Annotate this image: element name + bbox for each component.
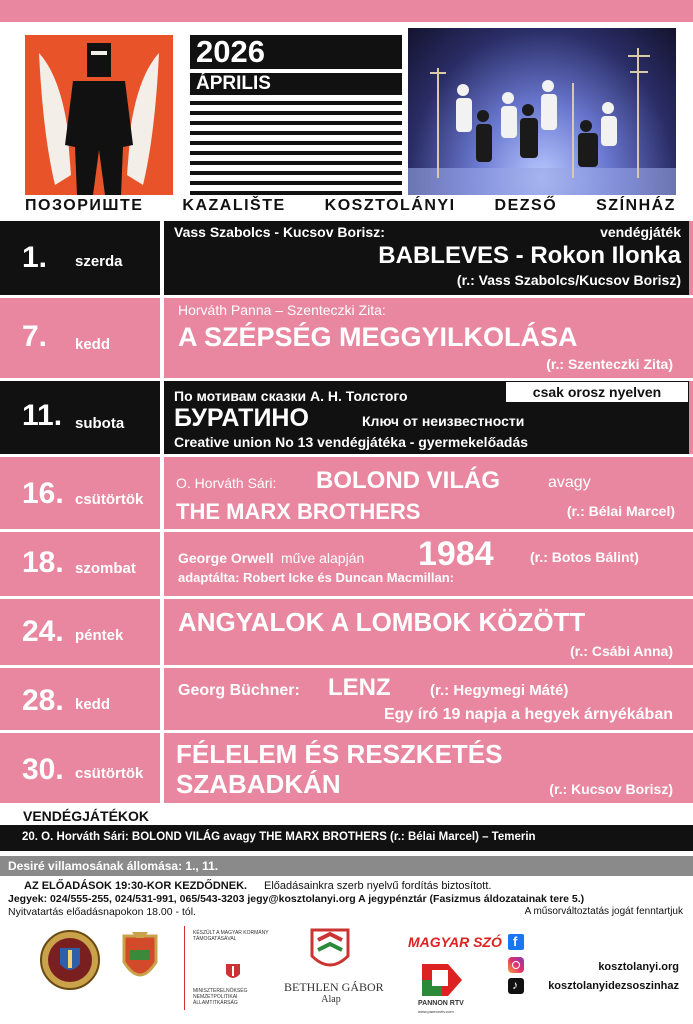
pannon-name: PANNON RTV xyxy=(418,1000,464,1007)
event-author: O. Horváth Sári: xyxy=(176,475,277,491)
year-label: 2026 xyxy=(190,35,402,69)
event-row-4 xyxy=(0,457,693,529)
stripe xyxy=(190,111,402,115)
instagram-icon[interactable] xyxy=(508,957,524,973)
bethlen-gabor-logo xyxy=(284,926,384,1010)
event-day: 30. xyxy=(22,753,64,786)
event-title-2: THE MARX BROTHERS xyxy=(176,499,421,524)
theatre-name-3: SZÍNHÁZ xyxy=(596,197,676,214)
dancers-photo-icon xyxy=(408,28,676,195)
stripe xyxy=(190,181,402,185)
event-date-cell xyxy=(0,221,160,295)
language-note: csak orosz nyelven xyxy=(532,384,662,400)
event-connector: avagy xyxy=(548,474,591,491)
theatre-name-1: KOSZTOLÁNYI xyxy=(324,197,456,214)
event-director: (r.: Vass Szabolcs/Kucsov Borisz) xyxy=(456,272,681,288)
event-weekday: csütörtök xyxy=(75,491,144,508)
guest-line: 20. O. Horváth Sári: BOLOND VILÁG avagy THE MARX BROTHERS (r.: Bélai Marcel) – Temerin xyxy=(22,831,536,843)
event-date-cell xyxy=(0,733,160,803)
stage-photo xyxy=(408,28,676,195)
pannon-url: www.pannonrtv.com xyxy=(418,1009,454,1014)
translation-note: Előadásainkra szerb nyelvű fordítás biztosított. xyxy=(264,880,492,892)
city-coat-of-arms-icon xyxy=(40,930,100,990)
theatre-names-row xyxy=(25,197,676,219)
event-director: (r.: Csábi Anna) xyxy=(570,643,673,659)
event-weekday: csütörtök xyxy=(75,765,144,782)
event-authors: Horváth Panna – Szenteczki Zita: xyxy=(178,302,386,318)
event-row-8 xyxy=(0,733,693,803)
pannon-rtv-logo xyxy=(418,960,466,1018)
tiktok-icon[interactable]: ♪ xyxy=(508,978,524,994)
stripe xyxy=(190,191,402,195)
event-weekday: kedd xyxy=(75,696,111,713)
event-title: ANGYALOK A LOMBOK KÖZÖTT xyxy=(178,607,586,637)
language-badge xyxy=(505,381,689,403)
event-tag: vendégjáték xyxy=(600,224,681,240)
theatre-name-croatian: KAZALIŠTE xyxy=(182,197,286,214)
event-source: По мотивам сказки А. Н. Толстого xyxy=(174,388,408,404)
stripe xyxy=(190,121,402,125)
event-company: Creative union No 13 vendégjátéka - gyermekelőadás xyxy=(174,434,529,450)
facebook-icon[interactable]: f xyxy=(508,934,524,950)
opening-hours: Nyitvatartás előadásnapokon 18.00 - tól. xyxy=(8,906,196,918)
divider xyxy=(160,733,164,803)
social-handle[interactable]: kosztolanyidezsoszinhaz xyxy=(548,980,679,992)
figure-silhouette-icon xyxy=(25,35,173,195)
government-sponsor xyxy=(184,926,285,1010)
magyar-szo-logo: MAGYAR SZÓ xyxy=(408,934,502,950)
event-title: A SZÉPSÉG MEGGYILKOLÁSA xyxy=(178,322,578,352)
event-row-2 xyxy=(0,298,693,378)
event-row-6 xyxy=(0,599,693,665)
event-date-cell xyxy=(0,668,160,730)
event-title: BABLEVES - Rokon Ilonka xyxy=(378,242,681,269)
stripe xyxy=(190,171,402,175)
sponsor-text-2: MINISZTERELNÖKSÉG NEMZETPOLITIKAI ÁLLAMTITKÁRSÁG xyxy=(193,988,248,1006)
event-subtitle: Ключ от неизвестности xyxy=(362,413,525,429)
bethlen-shield-icon xyxy=(308,926,352,974)
event-director: (r.: Bélai Marcel) xyxy=(566,503,675,519)
stripe xyxy=(190,151,402,155)
event-title-2: SZABADKÁN xyxy=(176,769,341,799)
rights-note: A műsorváltoztatás jogát fenntartjuk xyxy=(524,906,683,917)
event-authors: Vass Szabolcs - Kucsov Borisz: xyxy=(174,224,385,240)
sponsor-text: KÉSZÜLT A MAGYAR KORMÁNY TÁMOGATÁSÁVAL xyxy=(193,930,269,942)
divider xyxy=(160,599,164,665)
event-date-cell xyxy=(0,457,160,529)
theatre-name-2: DEZSŐ xyxy=(494,197,558,214)
ticket-info: Jegyek: 024/555-255, 024/531-991, 065/543-3203 jegy@kosztolanyi.org A jegypénztár (Fasizmus áldozatainak tere 5.) xyxy=(8,893,585,905)
event-weekday: péntek xyxy=(75,627,124,644)
event-day: 16. xyxy=(22,477,64,510)
event-title: FÉLELEM ÉS RESZKETÉS xyxy=(176,739,503,769)
bethlen-name: BETHLEN GÁBOR xyxy=(284,980,384,994)
theatre-logo xyxy=(25,35,173,195)
event-day: 18. xyxy=(22,546,64,579)
stripe xyxy=(190,131,402,135)
event-row-3 xyxy=(0,381,693,454)
municipal-shield-icon xyxy=(118,928,162,990)
crest-icon xyxy=(225,962,241,982)
stripe xyxy=(190,161,402,165)
event-director: (r.: Hegymegi Máté) xyxy=(430,682,569,699)
event-weekday: szerda xyxy=(75,253,123,270)
tram-info: Desiré villamosának állomása: 1., 11. xyxy=(8,859,219,873)
date-header xyxy=(190,35,402,195)
start-time-note: AZ ELŐADÁSOK 19:30-KOR KEZDŐDNEK. xyxy=(24,880,248,892)
event-info xyxy=(164,221,689,295)
event-date-cell xyxy=(0,381,160,454)
event-day: 11. xyxy=(22,399,63,432)
guest-bar xyxy=(0,825,693,851)
event-author: Georg Büchner: xyxy=(178,682,300,699)
guest-heading: VENDÉGJÁTÉKOK xyxy=(23,808,150,824)
event-title: BOLOND VILÁG xyxy=(316,467,500,494)
event-row-1 xyxy=(0,221,693,295)
divider xyxy=(160,668,164,730)
event-director: (r.: Szenteczki Zita) xyxy=(546,356,673,372)
event-row-7 xyxy=(0,668,693,730)
theatre-name-serbian: ПОЗОРИШТЕ xyxy=(25,197,144,214)
event-author: George Orwell xyxy=(178,550,274,566)
event-row-5 xyxy=(0,532,693,596)
bethlen-alap: Alap xyxy=(321,994,341,1005)
event-author-note: műve alapján xyxy=(281,550,365,566)
website-link[interactable]: kosztolanyi.org xyxy=(598,961,679,973)
event-date-cell xyxy=(0,298,160,378)
event-adaptation: adaptálta: Robert Icke és Duncan Macmillan: xyxy=(178,570,454,585)
stripe xyxy=(190,141,402,145)
event-title: БУРАТИНО xyxy=(174,404,309,432)
divider xyxy=(160,532,164,596)
divider xyxy=(160,457,164,529)
event-day: 7. xyxy=(22,320,48,353)
event-title: 1984 xyxy=(418,535,494,573)
event-director: (r.: Kucsov Borisz) xyxy=(549,781,673,797)
event-subtitle: Egy író 19 napja a hegyek árnyékában xyxy=(383,706,673,723)
stripe xyxy=(190,101,402,105)
event-director: (r.: Botos Bálint) xyxy=(530,549,639,565)
event-title: LENZ xyxy=(328,674,391,701)
month-label: ÁPRILIS xyxy=(190,73,402,95)
event-weekday: subota xyxy=(75,415,125,432)
pannon-rtv-icon xyxy=(418,960,466,1000)
divider xyxy=(160,298,164,378)
tram-bar xyxy=(0,856,693,876)
top-pink-bar xyxy=(0,0,693,22)
event-weekday: kedd xyxy=(75,336,111,353)
event-day: 24. xyxy=(22,615,64,648)
event-day: 28. xyxy=(22,684,64,717)
event-day: 1. xyxy=(22,241,48,274)
event-date-cell xyxy=(0,532,160,596)
event-date-cell xyxy=(0,599,160,665)
event-weekday: szombat xyxy=(75,560,136,577)
